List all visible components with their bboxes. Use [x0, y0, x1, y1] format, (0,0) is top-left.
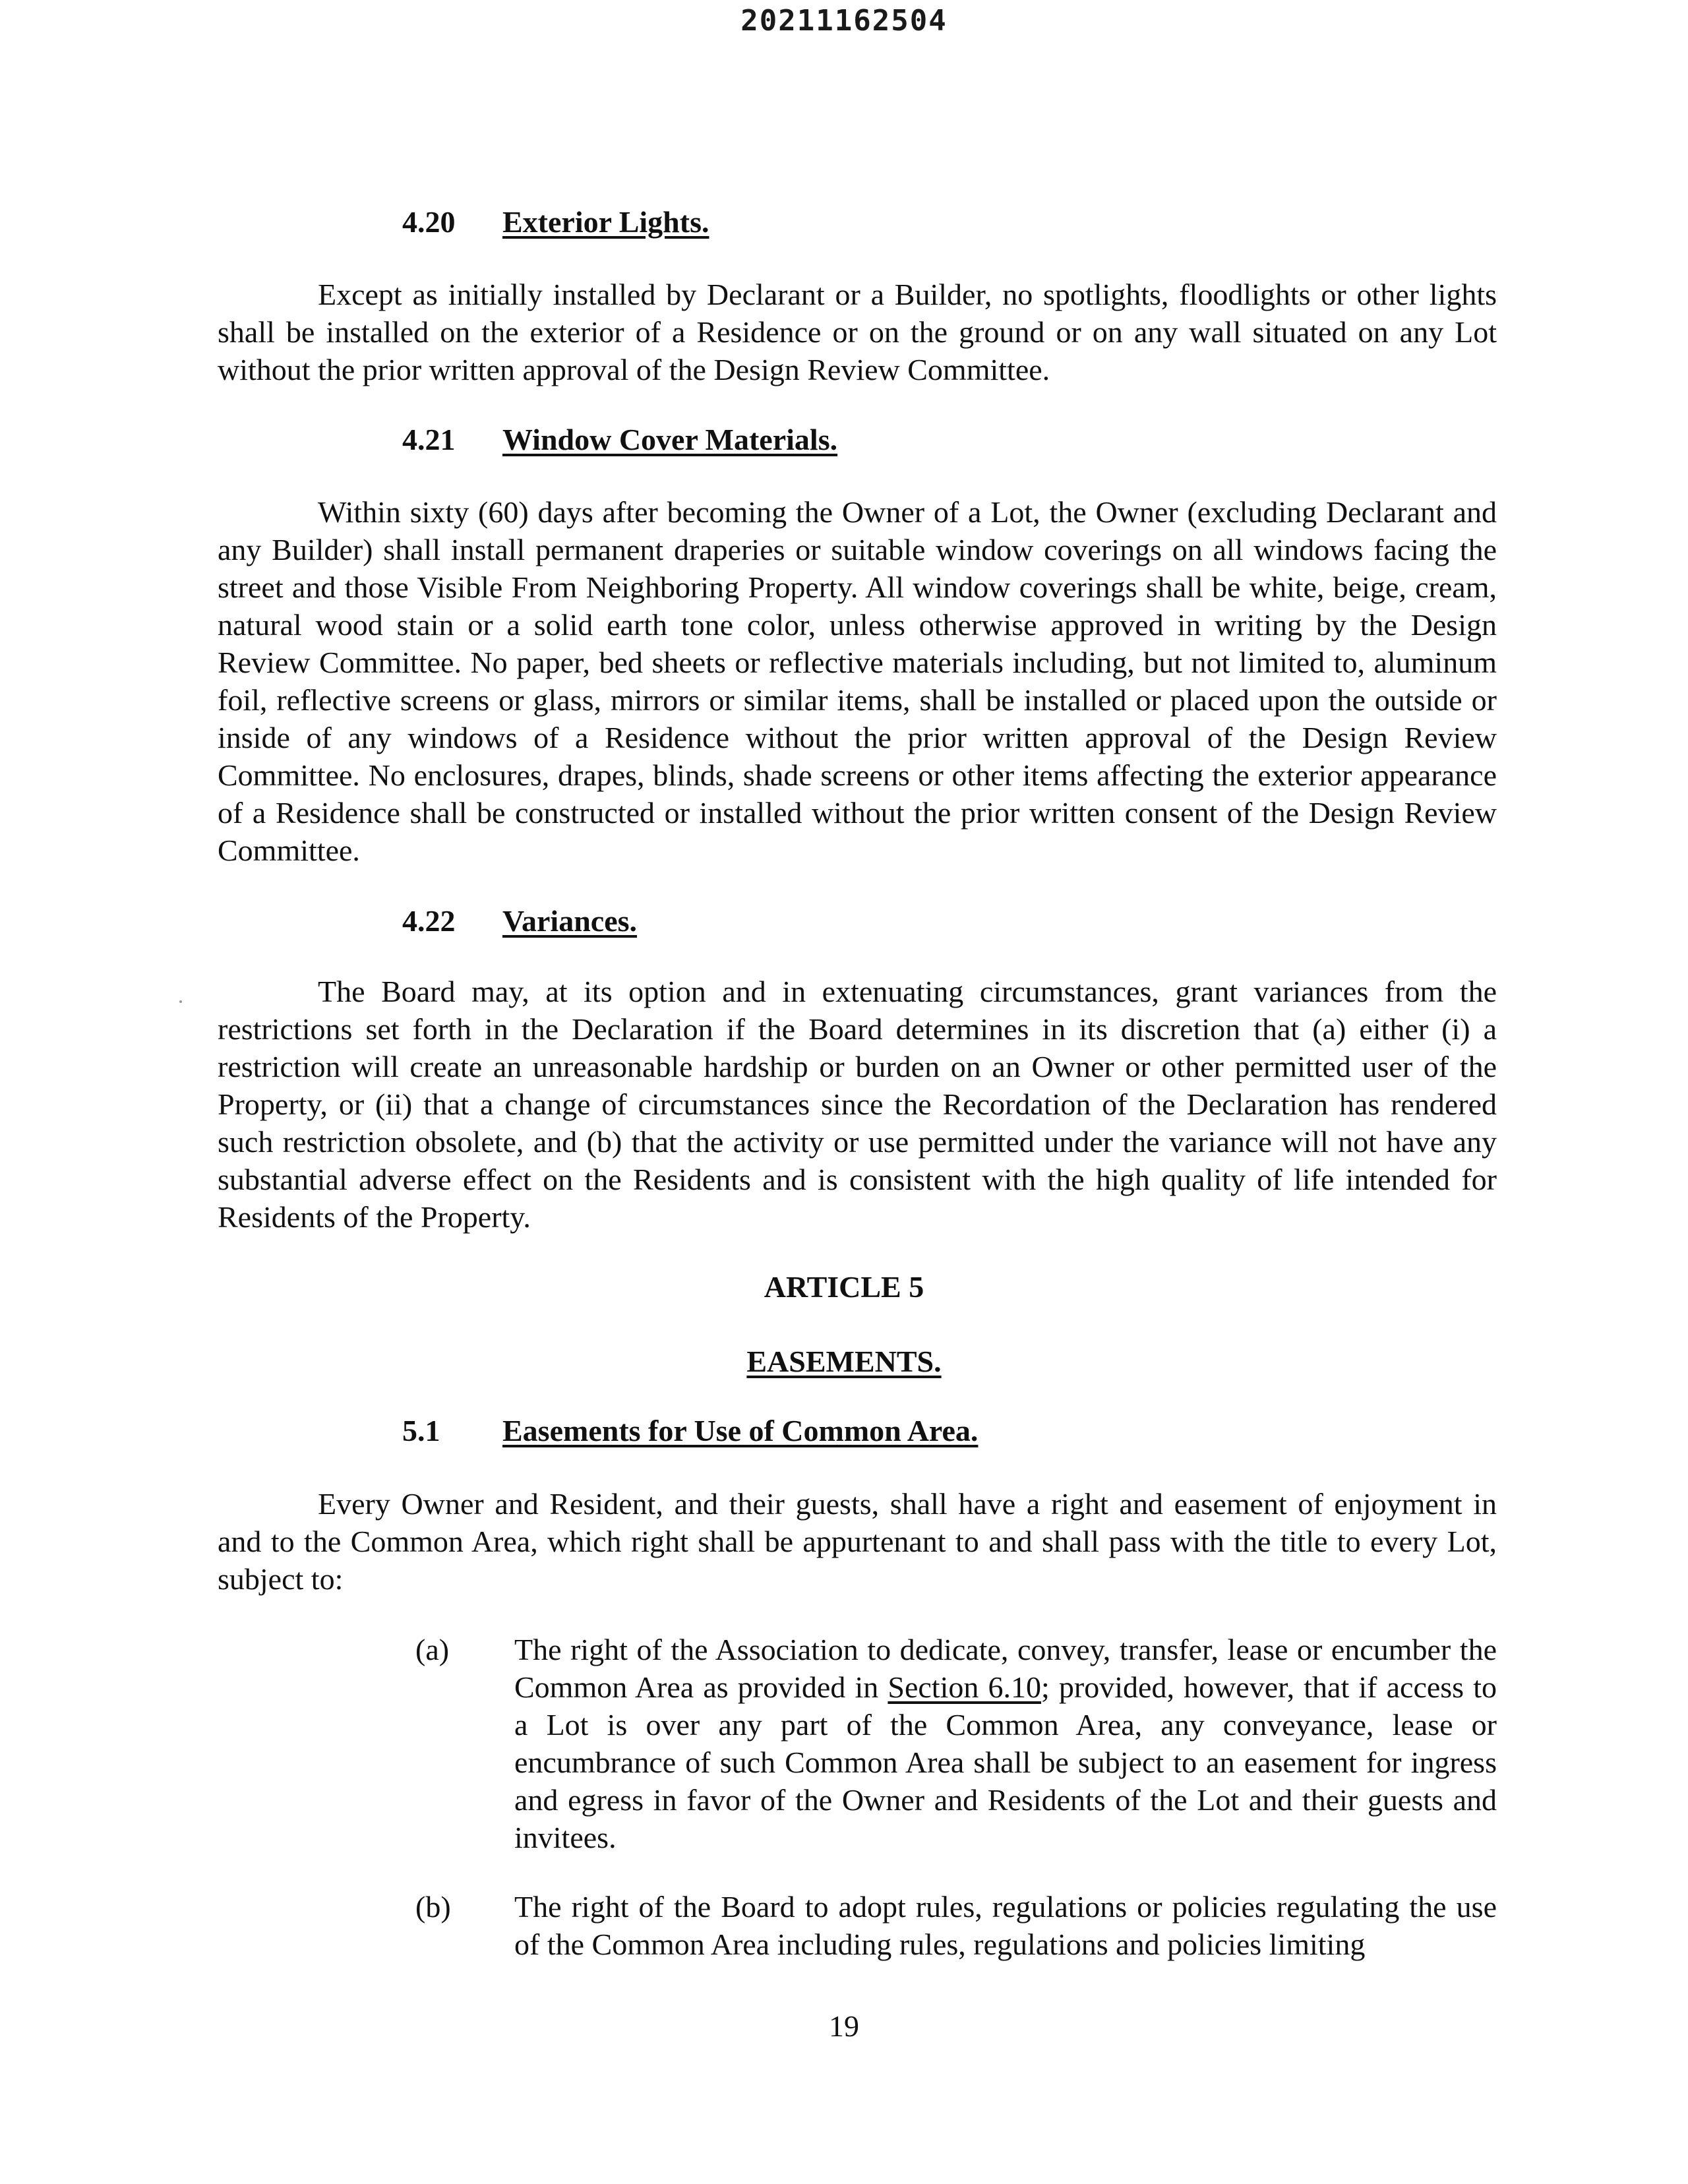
list-item-label: (a) [415, 1633, 450, 1666]
section-heading-4-22 [402, 903, 637, 938]
section-number: 5.1 [402, 1414, 440, 1447]
list-item-text-part: The right of the Association to dedicate, convey, transfer, lease or encumber the Common Area as provided in [514, 1633, 1497, 1704]
section-title: Variances. [502, 904, 638, 938]
section-heading-4-21 [402, 422, 837, 457]
section-title: Exterior Lights. [502, 205, 709, 239]
page-number: 19 [829, 2009, 859, 2043]
section-heading-4-20 [402, 204, 709, 239]
section-title: Easements for Use of Common Area. [502, 1414, 979, 1447]
article-label: ARTICLE 5 [764, 1270, 924, 1304]
section-reference-link: Section 6.10 [888, 1670, 1042, 1704]
section-body-5-1: Every Owner and Resident, and their guests, shall have a right and easement of enjoyment in and to the Common Area, which right shall be appurtenant to and shall pass with the title to every Lot, subject to: [218, 1487, 1497, 1596]
section-number: 4.22 [402, 904, 456, 938]
section-body-4-22: The Board may, at its option and in extenuating circumstances, grant variances from the restrictions set forth in the Declaration if the Board determines in its discretion that (a) either (i) a restriction will create an unreasonable hardship or burden on an Owner or other permitted user of the Property, or (ii) that a change of circumstances since the Recordation of the Declaration has rendered such restriction obsolete, and (b) that the activity or use permitted under the variance will not have any substantial adverse effect on the Residents and is consistent with the high quality of life intended for Residents of the Property. [218, 975, 1497, 1234]
recording-number: 20211162504 [740, 4, 948, 38]
article-title [0, 1344, 1688, 1379]
section-body-4-20: Except as initially installed by Declarant or a Builder, no spotlights, floodlights or other lights shall be installed on the exterior of a Residence or on the ground or on any wall situated on any Lot without the prior written approval of the Design Review Committee. [218, 278, 1497, 386]
section-body-4-21: Within sixty (60) days after becoming the Owner of a Lot, the Owner (excluding Declarant and any Builder) shall install permanent draperies or suitable window coverings on all windows facing the street and those Visible From Neighboring Property. All window coverings shall be white, beige, cream, natural wood stain or a solid earth tone color, unless otherwise approved in writing by the Design Review Committee. No paper, bed sheets or reflective materials including, but not limited to, aluminum foil, reflective screens or glass, mirrors or similar items, shall be installed or placed upon the outside or inside of any windows of a Residence without the prior written approval of the Design Review Committee. No enclosures, drapes, blinds, shade screens or other items affecting the exterior appearance of a Residence shall be constructed or installed without the prior written consent of the Design Review Committee. [218, 495, 1497, 867]
section-heading-5-1 [402, 1413, 978, 1448]
list-item-text-part: ; provided, however, that if access to a Lot is over any part of the Common Area, any conveyance, lease or encumbrance of such Common Area shall be subject to an easement for ingress and egress in favor of the Owner and Residents of the Lot and their guests and invitees. [514, 1670, 1497, 1854]
article-title-text: EASEMENTS. [746, 1345, 942, 1378]
section-title: Window Cover Materials. [502, 423, 838, 456]
list-item-label: (b) [415, 1890, 451, 1924]
list-item-text [514, 1631, 1497, 1856]
scan-speck [179, 1000, 182, 1003]
section-number: 4.20 [402, 205, 456, 239]
section-number: 4.21 [402, 423, 456, 456]
list-item-text: The right of the Board to adopt rules, regulations or policies regulating the use of the Common Area including rules, regulations and policies limiting [514, 1890, 1497, 1961]
